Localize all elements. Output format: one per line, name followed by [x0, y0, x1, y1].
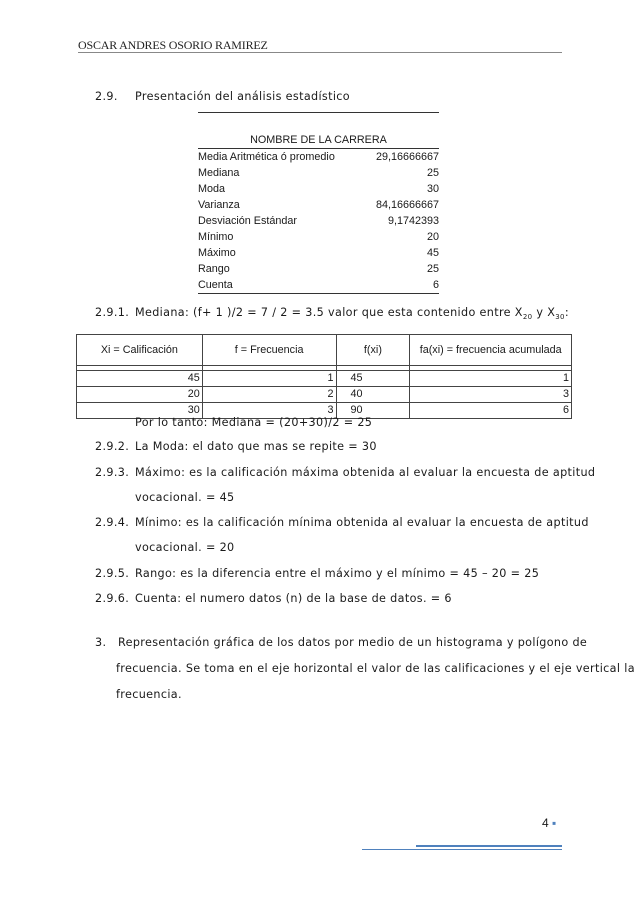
subscript-20: 20: [522, 313, 533, 322]
section-2-9-1-number: 2.9.1.: [95, 306, 130, 319]
page-number-value: 4: [542, 816, 549, 830]
cell: 3: [202, 403, 336, 419]
item-text: Rango: es la diferencia entre el máximo y el mínimo = 45 – 20 = 25: [135, 567, 540, 580]
stats-value: 30: [426, 183, 439, 195]
stats-label: Mediana: [198, 167, 240, 179]
stats-row: [198, 213, 439, 229]
cell: 1: [202, 371, 336, 387]
subscript-30: 30: [555, 313, 565, 322]
cell: 40: [336, 387, 410, 403]
stats-value: 84,16666667: [375, 199, 439, 211]
section-2-9-number: 2.9.: [95, 90, 118, 103]
stats-value: 25: [426, 167, 439, 179]
table-row: [77, 371, 572, 387]
stats-value: 6: [432, 279, 439, 291]
cell: 3: [410, 387, 572, 403]
col-header-faxi: fa(xi) = frecuencia acumulada: [410, 335, 572, 366]
header-author: OSCAR ANDRES OSORIO RAMIREZ: [78, 38, 268, 52]
section-2-9-title: Presentación del análisis estadístico: [135, 90, 351, 103]
item-text: La Moda: el dato que mas se repite = 30: [135, 440, 377, 453]
item-number: 2.9.5.: [95, 567, 130, 580]
stats-value: 25: [426, 263, 439, 275]
section-2-9-1-text: [135, 306, 569, 321]
stats-bottom-rule: [198, 293, 439, 294]
stats-label: Máximo: [198, 247, 236, 259]
stats-row: [198, 197, 439, 213]
item-text: Cuenta: el numero datos (n) de la base de datos. = 6: [135, 592, 452, 605]
col-header-xi: Xi = Calificación: [77, 335, 203, 366]
stats-label: Varianza: [198, 199, 240, 211]
stats-row: [198, 245, 439, 261]
frequency-table-header: [77, 335, 572, 366]
page-bullet-icon: ▪: [552, 816, 557, 830]
item-number: 2.9.3.: [95, 466, 130, 479]
stats-label: Media Aritmética ó promedio: [198, 151, 335, 163]
page-number: [542, 816, 556, 830]
header-divider: [78, 52, 562, 53]
col-header-fxi: f(xi): [336, 335, 410, 366]
section-3-line-1: Representación gráfica de los datos por medio de un histograma y polígono de: [118, 636, 588, 649]
item-number: 2.9.4.: [95, 516, 130, 529]
cell: 90: [336, 403, 410, 419]
stats-value: 45: [426, 247, 439, 259]
item-continuation: vocacional. = 20: [135, 541, 235, 554]
section-3-line-3: frecuencia.: [116, 688, 182, 701]
section-3-line-2: frecuencia. Se toma en el eje horizontal el valor de las calificaciones y el eje vertical la: [116, 662, 635, 675]
stats-label: Moda: [198, 183, 226, 195]
section-3-number: 3.: [95, 636, 107, 649]
stats-table: [198, 112, 439, 294]
cell: 6: [410, 403, 572, 419]
item-text: Mínimo: es la calificación mínima obtenida al evaluar la encuesta de aptitud: [135, 516, 589, 529]
stats-label: Mínimo: [198, 231, 234, 243]
stats-value: 29,16666667: [375, 151, 439, 163]
stats-row: [198, 181, 439, 197]
frequency-table: [76, 334, 572, 419]
stats-row: [198, 165, 439, 181]
stats-title: NOMBRE DE LA CARRERA: [250, 134, 387, 146]
footer-thick-rule: [416, 845, 562, 847]
cell: 45: [336, 371, 410, 387]
stats-row: [198, 149, 439, 165]
cell: 1: [410, 371, 572, 387]
item-number: 2.9.2.: [95, 440, 130, 453]
stats-label: Rango: [198, 263, 230, 275]
cell: 20: [77, 387, 203, 403]
median-formula-end: :: [564, 306, 569, 319]
stats-label: Desviación Estándar: [198, 215, 298, 227]
item-text: Máximo: es la calificación máxima obtenida al evaluar la encuesta de aptitud: [135, 466, 596, 479]
item-number: 2.9.6.: [95, 592, 130, 605]
median-formula: Mediana: (f+ 1 )/2 = 7 / 2 = 3.5 valor que esta contenido entre X: [135, 306, 523, 319]
table-row: [77, 387, 572, 403]
stats-value: 9,1742393: [387, 215, 439, 227]
stats-value: 20: [426, 231, 439, 243]
median-conclusion: Por lo tanto: Mediana = (20+30)/2 = 25: [135, 416, 373, 429]
stats-row: [198, 229, 439, 245]
stats-label: Cuenta: [198, 279, 233, 291]
cell: 45: [77, 371, 203, 387]
median-formula-and: y X: [532, 306, 556, 319]
cell: 2: [202, 387, 336, 403]
stats-row: [198, 277, 439, 293]
cell: 30: [77, 403, 203, 419]
col-header-f: f = Frecuencia: [202, 335, 336, 366]
stats-row: [198, 261, 439, 277]
item-continuation: vocacional. = 45: [135, 491, 235, 504]
footer-thin-rule: [362, 849, 562, 850]
stats-top-rule: [198, 112, 439, 113]
